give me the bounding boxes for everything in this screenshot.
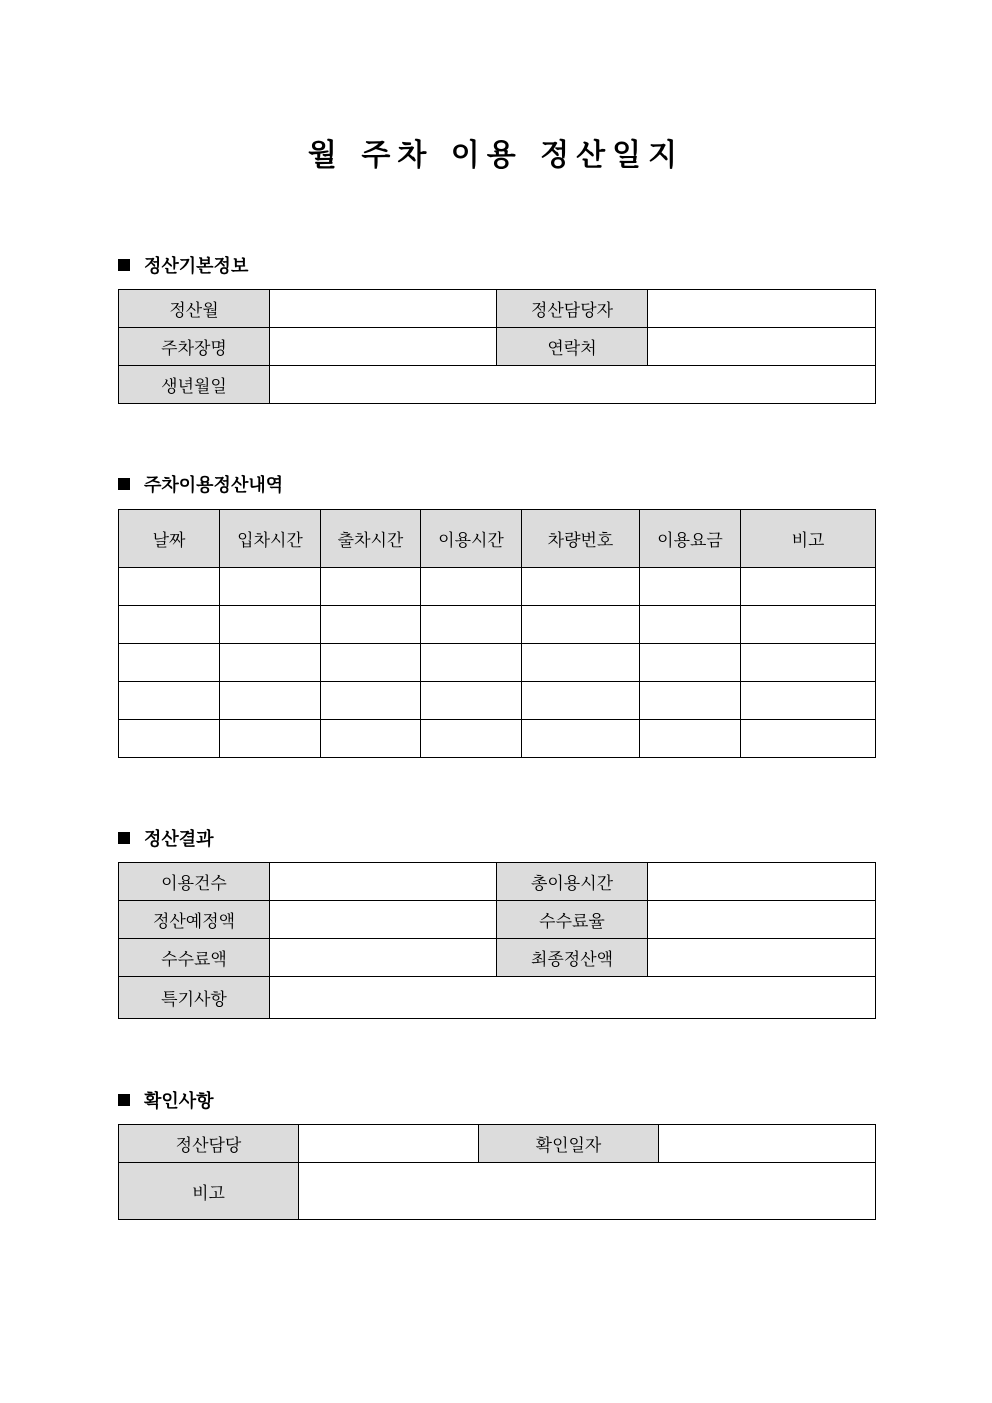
- table-cell[interactable]: [321, 606, 421, 644]
- page-title: 월 주차 이용 정산일지: [307, 138, 685, 173]
- field-final-amount[interactable]: [648, 939, 876, 977]
- label-settlement-month: 정산월: [119, 290, 270, 328]
- table-cell[interactable]: [640, 644, 741, 682]
- section-heading-usage: [118, 471, 283, 497]
- column-header-remarks: 비고: [741, 510, 876, 568]
- black-square-icon: [118, 478, 130, 490]
- table-cell[interactable]: [119, 644, 220, 682]
- table-row: [119, 720, 876, 758]
- label-contact: 연락처: [497, 328, 648, 366]
- field-usage-count[interactable]: [270, 863, 497, 901]
- field-special-notes[interactable]: [270, 977, 876, 1019]
- field-total-usage-time[interactable]: [648, 863, 876, 901]
- table-cell[interactable]: [119, 682, 220, 720]
- table-cell[interactable]: [421, 606, 522, 644]
- field-expected-amount[interactable]: [270, 901, 497, 939]
- confirm-table: [118, 1124, 876, 1220]
- table-cell[interactable]: [640, 568, 741, 606]
- label-settlement-manager: 정산담당자: [497, 290, 648, 328]
- section-heading-label: 확인사항: [144, 1091, 214, 1112]
- table-cell[interactable]: [640, 682, 741, 720]
- table-cell[interactable]: [522, 606, 640, 644]
- label-birth-date: 생년월일: [119, 366, 270, 404]
- table-cell[interactable]: [741, 644, 876, 682]
- table-cell[interactable]: [220, 682, 321, 720]
- section-heading-label: 정산결과: [144, 829, 214, 850]
- table-row: [119, 606, 876, 644]
- table-cell[interactable]: [220, 568, 321, 606]
- section-heading-label: 정산기본정보: [144, 256, 249, 277]
- field-settlement-month[interactable]: [270, 290, 497, 328]
- usage-table: [118, 509, 876, 758]
- table-cell[interactable]: [321, 682, 421, 720]
- field-parking-lot-name[interactable]: [270, 328, 497, 366]
- label-special-notes: 특기사항: [119, 977, 270, 1019]
- label-fee-amount: 수수료액: [119, 939, 270, 977]
- column-header-usage-time: 이용시간: [421, 510, 522, 568]
- table-row: [119, 568, 876, 606]
- label-usage-count: 이용건수: [119, 863, 270, 901]
- section-heading-label: 주차이용정산내역: [144, 475, 284, 496]
- field-confirm-date[interactable]: [659, 1125, 876, 1163]
- label-fee-rate: 수수료율: [497, 901, 648, 939]
- black-square-icon: [118, 259, 130, 271]
- table-cell[interactable]: [220, 720, 321, 758]
- table-cell[interactable]: [741, 682, 876, 720]
- table-cell[interactable]: [640, 720, 741, 758]
- field-settlement-manager[interactable]: [648, 290, 876, 328]
- black-square-icon: [118, 1094, 130, 1106]
- section-heading-confirm: [118, 1087, 214, 1113]
- field-settlement-person[interactable]: [299, 1125, 479, 1163]
- table-cell[interactable]: [119, 568, 220, 606]
- column-header-exit-time: 출차시간: [321, 510, 421, 568]
- table-cell[interactable]: [421, 720, 522, 758]
- table-cell[interactable]: [119, 720, 220, 758]
- black-square-icon: [118, 832, 130, 844]
- label-confirm-date: 확인일자: [479, 1125, 659, 1163]
- field-contact[interactable]: [648, 328, 876, 366]
- label-confirm-remarks: 비고: [119, 1163, 299, 1220]
- column-header-usage-fee: 이용요금: [640, 510, 741, 568]
- section-heading-basic: [118, 252, 248, 278]
- label-expected-amount: 정산예정액: [119, 901, 270, 939]
- section-heading-result: [118, 825, 214, 851]
- column-header-date: 날짜: [119, 510, 220, 568]
- basic-info-table: [118, 289, 876, 404]
- table-row: [119, 682, 876, 720]
- column-header-entry-time: 입차시간: [220, 510, 321, 568]
- table-cell[interactable]: [421, 682, 522, 720]
- column-header-vehicle-number: 차량번호: [522, 510, 640, 568]
- table-cell[interactable]: [220, 644, 321, 682]
- table-cell[interactable]: [640, 606, 741, 644]
- table-cell[interactable]: [421, 644, 522, 682]
- field-confirm-remarks[interactable]: [299, 1163, 876, 1220]
- table-cell[interactable]: [522, 568, 640, 606]
- field-birth-date[interactable]: [270, 366, 876, 404]
- label-settlement-person: 정산담당: [119, 1125, 299, 1163]
- field-fee-rate[interactable]: [648, 901, 876, 939]
- table-cell[interactable]: [741, 720, 876, 758]
- table-cell[interactable]: [741, 568, 876, 606]
- table-cell[interactable]: [321, 720, 421, 758]
- result-table: [118, 862, 876, 1019]
- label-final-amount: 최종정산액: [497, 939, 648, 977]
- table-cell[interactable]: [522, 644, 640, 682]
- field-fee-amount[interactable]: [270, 939, 497, 977]
- table-cell[interactable]: [522, 720, 640, 758]
- label-parking-lot-name: 주차장명: [119, 328, 270, 366]
- table-cell[interactable]: [321, 644, 421, 682]
- table-row: [119, 644, 876, 682]
- table-cell[interactable]: [421, 568, 522, 606]
- table-cell[interactable]: [741, 606, 876, 644]
- table-cell[interactable]: [522, 682, 640, 720]
- table-cell[interactable]: [119, 606, 220, 644]
- table-cell[interactable]: [321, 568, 421, 606]
- label-total-usage-time: 총이용시간: [497, 863, 648, 901]
- table-cell[interactable]: [220, 606, 321, 644]
